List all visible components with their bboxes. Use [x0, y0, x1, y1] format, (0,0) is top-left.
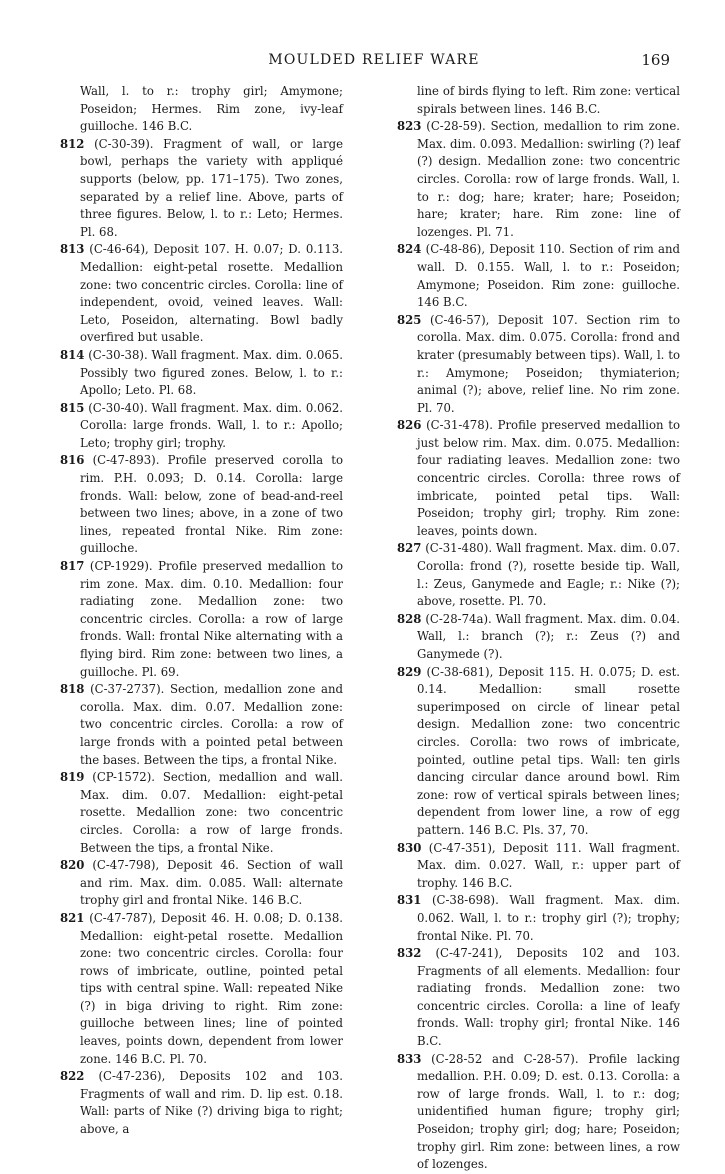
entry-text: (C-28-52 and C-28-57). Profile lacking medallion. P.H. 0.09; D. est. 0.13. Corolla: a row of large fronds. Wall, l. to r.: dog; unidentified human figure; trophy girl; Poseidon; trophy girl; dog; hare; Poseidon; trophy girl. Rim zone: between lines, a row of lozenges. [417, 1051, 680, 1172]
entry-number: 824 [397, 242, 422, 257]
entry-text: (C-46-64), Deposit 107. H. 0.07; D. 0.113. Medallion: eight-petal rosette. Medallion zone: two concentric circles. Corolla: line of independent, ovoid, veined leaves. Wall: Leto, Poseidon, alternating. Bowl badly overfired but usable. [80, 242, 343, 345]
entry-text: (C-28-59). Section, medallion to rim zone. Max. dim. 0.093. Medallion: swirling (?) leaf (?) design. Medallion zone: two concentric circles. Corolla: row of large fronds. Wall, l. to r.: dog; hare; krater; hare; Poseidon; hare; krater; hare. Rim zone: line of lozenges. Pl. 71. [417, 119, 681, 239]
entry-number: 831 [397, 893, 422, 908]
entry-text: line of birds flying to left. Rim zone: vertical spirals between lines. 146 B.C. [417, 84, 680, 116]
entry-text: (C-48-86), Deposit 110. Section of rim and wall. D. 0.155. Wall, l. to r.: Poseidon; Amymone; Poseidon. Rim zone: guilloche. 146 B.C. [417, 242, 681, 310]
entry-number: 826 [397, 418, 422, 433]
entry-number: 819 [60, 770, 85, 785]
catalogue-entry [60, 83, 343, 136]
entry-text: (C-37-2737). Section, medallion zone and corolla. Max. dim. 0.07. Medallion zone: two concentric circles. Corolla: a row of large fronds with a pointed petal between the bases. Between the tips, a frontal Nike. [80, 682, 343, 767]
entry-number: 828 [397, 611, 422, 626]
entry-number: 830 [397, 840, 422, 855]
entry-text: (C-38-681), Deposit 115. H. 0.075; D. est. 0.14. Medallion: small rosette superimposed on circle of linear petal design. Medallion zone: two concentric circles. Corolla: two rows of imbricate, pointed, outline petal tips. Wall: ten girls dancing circular dance around bowl. Rim zone: row of vertical spirals between lines; dependent from lower line, a row of egg pattern. 146 B.C. Pls. 37, 70. [417, 664, 680, 837]
catalogue-entry [60, 910, 343, 1068]
catalogue-entry [397, 1051, 680, 1174]
catalogue-entry [397, 241, 680, 311]
entry-text: (C-47-351), Deposit 111. Wall fragment. Max. dim. 0.027. Wall, r.: upper part of trophy. 146 B.C. [417, 840, 681, 890]
entry-text: (C-47-787), Deposit 46. H. 0.08; D. 0.138. Medallion: eight-petal rosette. Medallion zone: two concentric circles. Corolla: four rows of imbricate, outline, pointed petal tips with central spine. Wall: repeated Nike (?) in biga driving to right. Rim zone: guilloche between lines; line of pointed leaves, points down, dependent from lower zone. 146 B.C. Pl. 70. [80, 910, 343, 1066]
catalogue-entry [60, 452, 343, 558]
catalogue-entry [60, 400, 343, 453]
catalogue-entry [397, 945, 680, 1051]
entry-number: 823 [397, 119, 422, 134]
entry-text: (C-47-893). Profile preserved corolla to rim. P.H. 0.093; D. 0.14. Corolla: large fronds. Wall: below, zone of bead-and-reel between two lines; above, in a zone of two lines, repeated frontal Nike. Rim zone: guilloche. [80, 453, 343, 556]
catalogue-entry [397, 312, 680, 418]
entry-number: 813 [60, 242, 85, 257]
entry-text: (C-46-57), Deposit 107. Section rim to corolla. Max. dim. 0.075. Corolla: frond and krater (presumably between tips). Wall, l. to r.: Amymone; Poseidon; thymiaterion; animal (?); above, relief line. No rim zone. Pl. 70. [417, 312, 680, 415]
catalogue-entry [60, 769, 343, 857]
entry-text: (C-38-698). Wall fragment. Max. dim. 0.062. Wall, l. to r.: trophy girl (?); trophy; frontal Nike. Pl. 70. [417, 893, 680, 943]
entry-number: 818 [60, 682, 85, 697]
right-column [397, 83, 680, 1174]
entry-number: 822 [60, 1069, 85, 1084]
entry-text: (C-31-478). Profile preserved medallion to just below rim. Max. dim. 0.075. Medallion: four radiating leaves. Medallion zone: two concentric circles. Corolla: three rows of imbricate, pointed petal tips. Wall: Poseidon; trophy girl; trophy. Rim zone: leaves, points down. [417, 418, 680, 538]
catalogue-entry [60, 1068, 343, 1138]
entry-number: 815 [60, 400, 85, 415]
entry-text: (CP-1929). Profile preserved medallion to rim zone. Max. dim. 0.10. Medallion: four radiating zone. Medallion zone: two concentric circles. Corolla: a row of large fronds. Wall: frontal Nike alternating with a flying bird. Rim zone: between two lines, a guilloche. Pl. 69. [80, 559, 343, 679]
entry-text: (CP-1572). Section, medallion and wall. Max. dim. 0.07. Medallion: eight-petal rosette. Medallion zone: two concentric circles. Corolla: a row of large fronds. Between the tips, a frontal Nike. [80, 770, 343, 855]
catalogue-entry [397, 417, 680, 540]
entry-number: 833 [397, 1051, 422, 1066]
catalogue-entry [397, 118, 680, 241]
entry-text: (C-30-39). Fragment of wall, or large bowl, perhaps the variety with appliqué supports (below, pp. 171–175). Two zones, separated by a relief line. Above, parts of three figures. Below, l. to r.: Leto; Hermes. Pl. 68. [80, 136, 343, 239]
catalogue-entry [60, 681, 343, 769]
entry-number: 814 [60, 347, 85, 362]
entry-text: (C-47-241), Deposits 102 and 103. Fragments of all elements. Medallion: four radiating fronds. Medallion zone: two concentric circles. Corolla: a line of leafy fronds. Wall: trophy girl; frontal Nike. 146 B.C. [417, 946, 680, 1049]
entry-number: 817 [60, 559, 85, 574]
page-number: 169 [641, 51, 670, 69]
catalogue-entry [397, 540, 680, 610]
entry-number: 816 [60, 453, 85, 468]
entry-text: Wall, l. to r.: trophy girl; Amymone; Poseidon; Hermes. Rim zone, ivy-leaf guilloche. 146 B.C. [80, 84, 343, 134]
left-column [60, 83, 343, 1139]
catalogue-entry [60, 558, 343, 681]
entry-number: 820 [60, 858, 85, 873]
entry-number: 821 [60, 910, 85, 925]
running-head: MOULDED RELIEF WARE [268, 52, 480, 68]
catalogue-entry [397, 840, 680, 893]
page-header [78, 52, 670, 76]
catalogue-entry [60, 857, 343, 910]
catalogue-entry [397, 611, 680, 664]
entry-text: (C-30-40). Wall fragment. Max. dim. 0.062. Corolla: large fronds. Wall, l. to r.: Apollo; Leto; trophy girl; trophy. [80, 400, 344, 450]
catalogue-entry [60, 347, 343, 400]
entry-number: 832 [397, 946, 422, 961]
entry-number: 829 [397, 664, 422, 679]
catalogue-entry [397, 664, 680, 840]
entry-text: (C-31-480). Wall fragment. Max. dim. 0.07. Corolla: frond (?), rosette beside tip. Wall, l.: Zeus, Ganymede and Eagle; r.: Nike (?); above, rosette. Pl. 70. [417, 541, 681, 609]
entry-text: (C-28-74a). Wall fragment. Max. dim. 0.04. Wall, l.: branch (?); r.: Zeus (?) and Ganymede (?). [417, 611, 681, 661]
catalogue-entry [397, 83, 680, 118]
entry-number: 812 [60, 136, 85, 151]
catalogue-entry [60, 241, 343, 347]
catalogue-entry [397, 892, 680, 945]
entry-number: 825 [397, 312, 422, 327]
entry-text: (C-30-38). Wall fragment. Max. dim. 0.065. Possibly two figured zones. Below, l. to r.: Apollo; Leto. Pl. 68. [80, 347, 344, 398]
entry-text: (C-47-798), Deposit 46. Section of wall and rim. Max. dim. 0.085. Wall: alternate trophy girl and frontal Nike. 146 B.C. [80, 858, 343, 908]
entry-text: (C-47-236), Deposits 102 and 103. Fragments of wall and rim. D. lip est. 0.18. Wall: parts of Nike (?) driving biga to right; above, a [80, 1069, 343, 1137]
catalogue-entry [60, 136, 343, 242]
entry-number: 827 [397, 541, 422, 556]
